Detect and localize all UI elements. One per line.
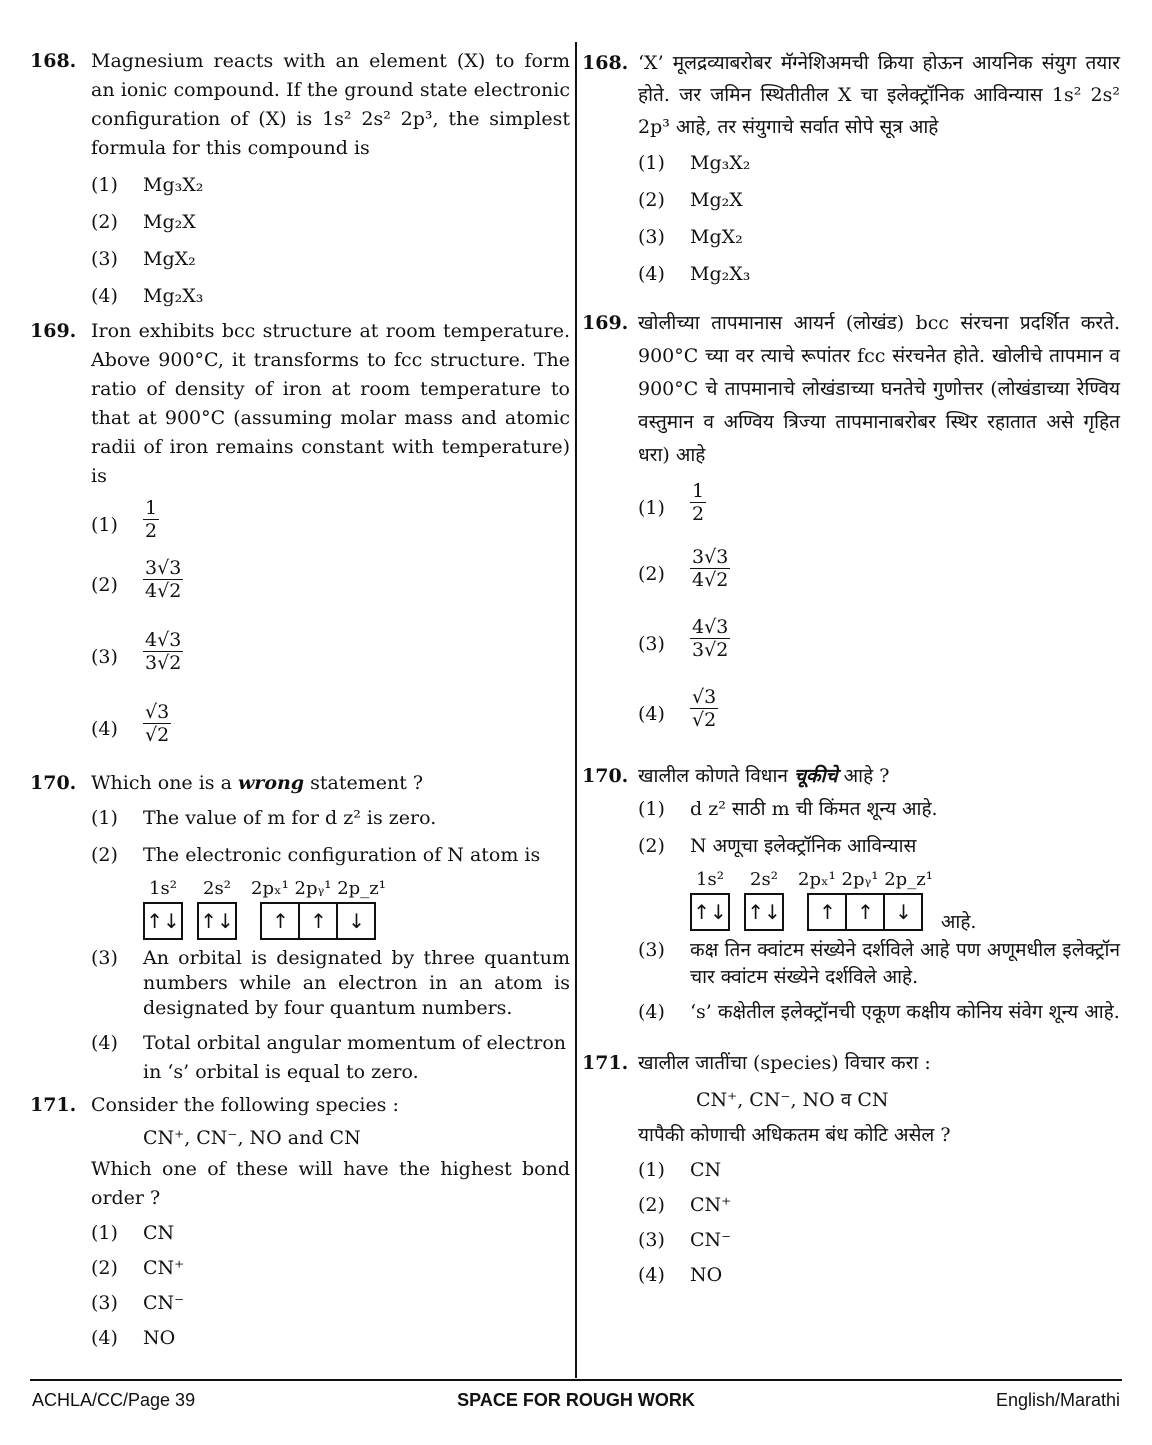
language-label: English/Marathi: [995, 1390, 1120, 1410]
orbital-diagram: 1s² ↑↓ 2s² ↑↓ 2pₓ¹ 2pᵧ¹ 2p_z¹ ↑ ↑ ↓: [143, 876, 570, 940]
question-number: 171.: [582, 1052, 629, 1074]
option-3: (3) $\frac{4√3}{3√2}$: [638, 616, 729, 661]
question-number: 168.: [582, 52, 629, 74]
option-2: (2) Mg₂X: [91, 211, 196, 233]
option-3: (3) An orbital is designated by three quantum numbers while an electron in an atom is designated by four quantum numbers.: [91, 947, 570, 1019]
option-2: (2) The electronic configuration of N atom is 1s² ↑↓ 2s² ↑↓ 2pₓ¹ 2pᵧ¹ 2p_z¹ ↑ ↑ ↓: [91, 841, 570, 940]
question-170-en: [30, 769, 570, 798]
species-list: CN⁺, CN⁻, NO व CN: [696, 1089, 889, 1111]
option-2: (2) $\frac{3√3}{4√2}$: [91, 557, 182, 602]
option-3: (3) MgX₂: [91, 248, 196, 270]
question-text: Iron exhibits bcc structure at room temperature. Above 900°C, it transforms to fcc structure. The ratio of density of iron at room temperature to that at 900°C (assuming molar mass and atomic radii of iron remains constant with temperature) is: [91, 320, 570, 487]
question-169-mr: [582, 307, 1120, 472]
question-number: 170.: [582, 765, 629, 787]
option-4: (4) Total orbital angular momentum of electron in ‘s’ orbital is equal to zero.: [91, 1032, 567, 1083]
rough-work-label: SPACE FOR ROUGH WORK: [457, 1390, 695, 1410]
option-1: (1) $\frac{1}{2}$: [91, 497, 158, 542]
option-3: (3) $\frac{4√3}{3√2}$: [91, 629, 182, 674]
marathi-column: [582, 45, 1120, 1290]
option-4: (4) $\frac{√3}{√2}$: [91, 701, 170, 746]
question-text: Magnesium reacts with an element (X) to form an ionic compound. If the ground state electronic configuration of (X) is 1s² 2s² 2p³, the simplest formula for this compound is: [91, 50, 570, 159]
question-subtext: Which one of these will have the highest bond order ?: [91, 1158, 570, 1209]
option-2: (2) Mg₂X: [638, 189, 743, 211]
orbital-diagram: 1s² ↑↓ 2s² ↑↓ 2pₓ¹ 2pᵧ¹ 2p_z¹ ↑ ↑ ↓ आहे.: [690, 867, 1120, 931]
question-text: Which one is a wrong statement ?: [91, 772, 424, 794]
option-1: (1) d z² साठी m ची किंमत शून्य आहे.: [638, 798, 938, 820]
english-column: [30, 45, 570, 1353]
question-text: Consider the following species :: [91, 1094, 399, 1116]
question-number: 171.: [30, 1094, 77, 1116]
option-3: (3) MgX₂: [638, 226, 743, 248]
option-1: (1) Mg₃X₂: [91, 174, 204, 196]
question-number: 169.: [30, 320, 77, 342]
question-168-mr: [582, 47, 1120, 143]
page-code: ACHLA/CC/Page 39: [32, 1390, 196, 1410]
column-divider: [575, 42, 577, 1378]
question-number: 170.: [30, 772, 77, 794]
question-168-en: [30, 47, 570, 163]
option-4: (4) Mg₂X₃: [638, 263, 751, 285]
option-2: (2) N अणूचा इलेक्ट्रॉनिक आविन्यास 1s² ↑↓ 2s² ↑↓ 2pₓ¹ 2pᵧ¹ 2p_z¹ ↑ ↑ ↓ आहे.: [638, 832, 1120, 931]
option-2: (2) CN⁺: [638, 1194, 732, 1216]
option-2: (2) CN⁺: [91, 1257, 185, 1279]
question-169-en: [30, 317, 570, 491]
option-1: (1) $\frac{1}{2}$: [638, 480, 705, 525]
option-3: (3) CN⁻: [91, 1292, 185, 1314]
question-text: ‘X’ मूलद्रव्याबरोबर मॅग्नेशिअमची क्रिया होऊन आयनिक संयुग तयार होते. जर जमिन स्थितीतील X चा इलेक्ट्रॉनिक आविन्यास 1s² 2s² 2p³ आहे, तर संयुगाचे सर्वात सोपे सूत्र आहे: [638, 52, 1120, 138]
option-4: (4) NO: [638, 1264, 723, 1286]
option-4: (4) NO: [91, 1327, 176, 1349]
option-1: (1) Mg₃X₂: [638, 152, 751, 174]
option-3: (3) कक्ष तिन क्वांटम संख्येने दर्शविले आहे पण अणूमधील इलेक्ट्रॉन चार क्वांटम संख्येने दर्शविले आहे.: [638, 939, 1120, 988]
option-3: (3) CN⁻: [638, 1229, 732, 1251]
question-171-mr: [582, 1049, 1120, 1150]
species-list: CN⁺, CN⁻, NO and CN: [143, 1127, 361, 1149]
question-170-mr: [582, 762, 1120, 791]
question-subtext: यापैकी कोणाची अधिकतम बंध कोटि असेल ?: [638, 1124, 951, 1146]
option-1: (1) CN: [638, 1159, 722, 1181]
question-number: 168.: [30, 50, 77, 72]
option-4: (4) ‘s’ कक्षेतील इलेक्ट्रॉनची एकूण कक्षीय कोनिय संवेग शून्य आहे.: [638, 1001, 1120, 1023]
question-171-en: [30, 1091, 570, 1213]
question-number: 169.: [582, 312, 629, 334]
option-4: (4) Mg₂X₃: [91, 285, 204, 307]
option-2: (2) $\frac{3√3}{4√2}$: [638, 546, 729, 591]
question-text: खोलीच्या तापमानास आयर्न (लोखंड) bcc संरचना प्रदर्शित करते. 900°C च्या वर त्याचे रूपांतर fcc संरचनेत होते. खोलीचे तापमान व 900°C चे तापमानाचे लोखंडाच्या घनतेचे गुणोत्तर (लोखंडाच्या रेण्विय वस्तुमान व अण्विय त्रिज्या तापमानाबरोबर स्थिर रहातात असे गृहित धरा) आहे: [638, 312, 1120, 466]
footer-rule: [30, 1379, 1122, 1381]
question-text: खालील कोणते विधान चूकीचे आहे ?: [638, 765, 890, 787]
option-1: (1) The value of m for d z² is zero.: [91, 807, 437, 829]
option-1: (1) CN: [91, 1222, 175, 1244]
option-4: (4) $\frac{√3}{√2}$: [638, 686, 717, 731]
question-text: खालील जातींचा (species) विचार करा :: [638, 1052, 931, 1074]
